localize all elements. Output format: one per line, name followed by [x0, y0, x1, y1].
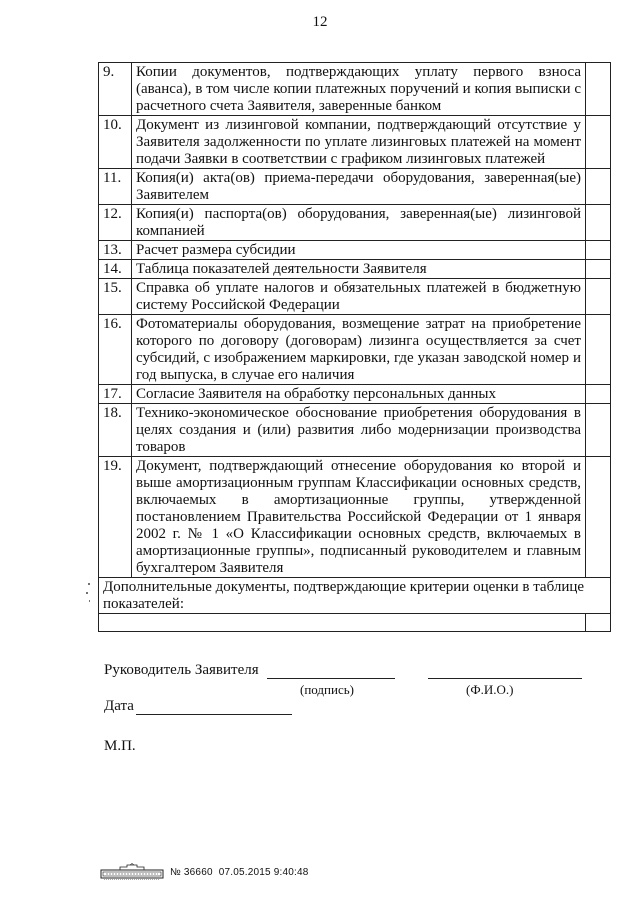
row-check-cell — [586, 116, 611, 169]
row-check-cell — [586, 205, 611, 241]
registry-logo-icon — [100, 863, 164, 881]
row-check-cell — [586, 169, 611, 205]
row-number: 9. — [99, 63, 132, 116]
row-number: 10. — [99, 116, 132, 169]
table-row — [99, 63, 611, 116]
documents-table — [98, 62, 611, 632]
date-label: Дата — [104, 698, 134, 714]
additional-docs-row — [99, 578, 611, 614]
row-check-cell — [586, 241, 611, 260]
row-number: 18. — [99, 404, 132, 457]
row-document-description: Копии документов, подтверждающих уплату первого взноса (аванса), в том числе копии платежных поручений и копия выписки с расчетного счета Заявителя, заверенные банком — [132, 63, 586, 116]
registration-footer — [100, 862, 309, 882]
row-document-description: Документ из лизинговой компании, подтверждающий отсутствие у Заявителя задолженности по уплате лизинговых платежей на момент подачи Заявки в соответствии с графиком лизинговых платежей — [132, 116, 586, 169]
table-row — [99, 205, 611, 241]
row-number: 17. — [99, 385, 132, 404]
table-row — [99, 404, 611, 457]
scan-speck — [86, 592, 88, 594]
head-label: Руководитель Заявителя — [104, 662, 259, 678]
row-check-cell — [586, 457, 611, 578]
table-row — [99, 169, 611, 205]
row-document-description: Фотоматериалы оборудования, возмещение затрат на приобретение которого по договору (договорам) лизинга осуществляется за счет субсидий, с изображением маркировки, где указан заводской номер и год выпуска, в случае его наличия — [132, 315, 586, 385]
scan-speck — [89, 600, 90, 602]
blank-row — [99, 614, 611, 632]
name-line — [428, 678, 582, 679]
row-document-description: Таблица показателей деятельности Заявителя — [132, 260, 586, 279]
row-number: 14. — [99, 260, 132, 279]
table-row — [99, 116, 611, 169]
row-check-cell — [586, 404, 611, 457]
seal-label: М.П. — [104, 738, 136, 754]
row-check-cell — [586, 315, 611, 385]
blank-cell — [99, 614, 586, 632]
documents-table-body — [99, 63, 611, 578]
blank-check-cell — [586, 614, 611, 632]
row-number: 13. — [99, 241, 132, 260]
table-row — [99, 241, 611, 260]
scan-speck — [88, 583, 90, 585]
row-document-description: Расчет размера субсидии — [132, 241, 586, 260]
table-row — [99, 279, 611, 315]
document-number: № 36660 — [170, 866, 213, 878]
name-caption: (Ф.И.О.) — [466, 682, 514, 697]
signature-line — [267, 678, 395, 679]
row-document-description: Документ, подтверждающий отнесение оборудования ко второй и выше амортизационным группам Классификации основных средств, включаемых в амортизационные группы, утвержденной постановлением Правительства Российской Федерации от 1 января 2002 г. № 1 «О Классификации основных средств, включаемых в амортизационные группы», подписанный руководителем и главным бухгалтером Заявителя — [132, 457, 586, 578]
document-timestamp: 07.05.2015 9:40:48 — [218, 866, 309, 878]
row-check-cell — [586, 260, 611, 279]
row-number: 11. — [99, 169, 132, 205]
row-number: 15. — [99, 279, 132, 315]
page-number: 12 — [312, 14, 328, 30]
table-row — [99, 315, 611, 385]
additional-docs-label: Дополнительные документы, подтверждающие критерии оценки в таблице показателей: — [99, 578, 611, 614]
row-document-description: Технико-экономическое обоснование приобретения оборудования в целях создания и (или) развития либо модернизации производства товаров — [132, 404, 586, 457]
row-number: 12. — [99, 205, 132, 241]
row-document-description: Копия(и) акта(ов) приема-передачи оборудования, заверенная(ые) Заявителем — [132, 169, 586, 205]
row-document-description: Согласие Заявителя на обработку персональных данных — [132, 385, 586, 404]
row-check-cell — [586, 385, 611, 404]
signature-caption: (подпись) — [300, 682, 354, 697]
row-number: 19. — [99, 457, 132, 578]
table-row — [99, 260, 611, 279]
row-check-cell — [586, 63, 611, 116]
row-number: 16. — [99, 315, 132, 385]
date-line — [136, 714, 292, 715]
row-document-description: Справка об уплате налогов и обязательных платежей в бюджетную систему Российской Федерации — [132, 279, 586, 315]
row-check-cell — [586, 279, 611, 315]
table-row — [99, 457, 611, 578]
table-row — [99, 385, 611, 404]
row-document-description: Копия(и) паспорта(ов) оборудования, заверенная(ые) лизинговой компанией — [132, 205, 586, 241]
